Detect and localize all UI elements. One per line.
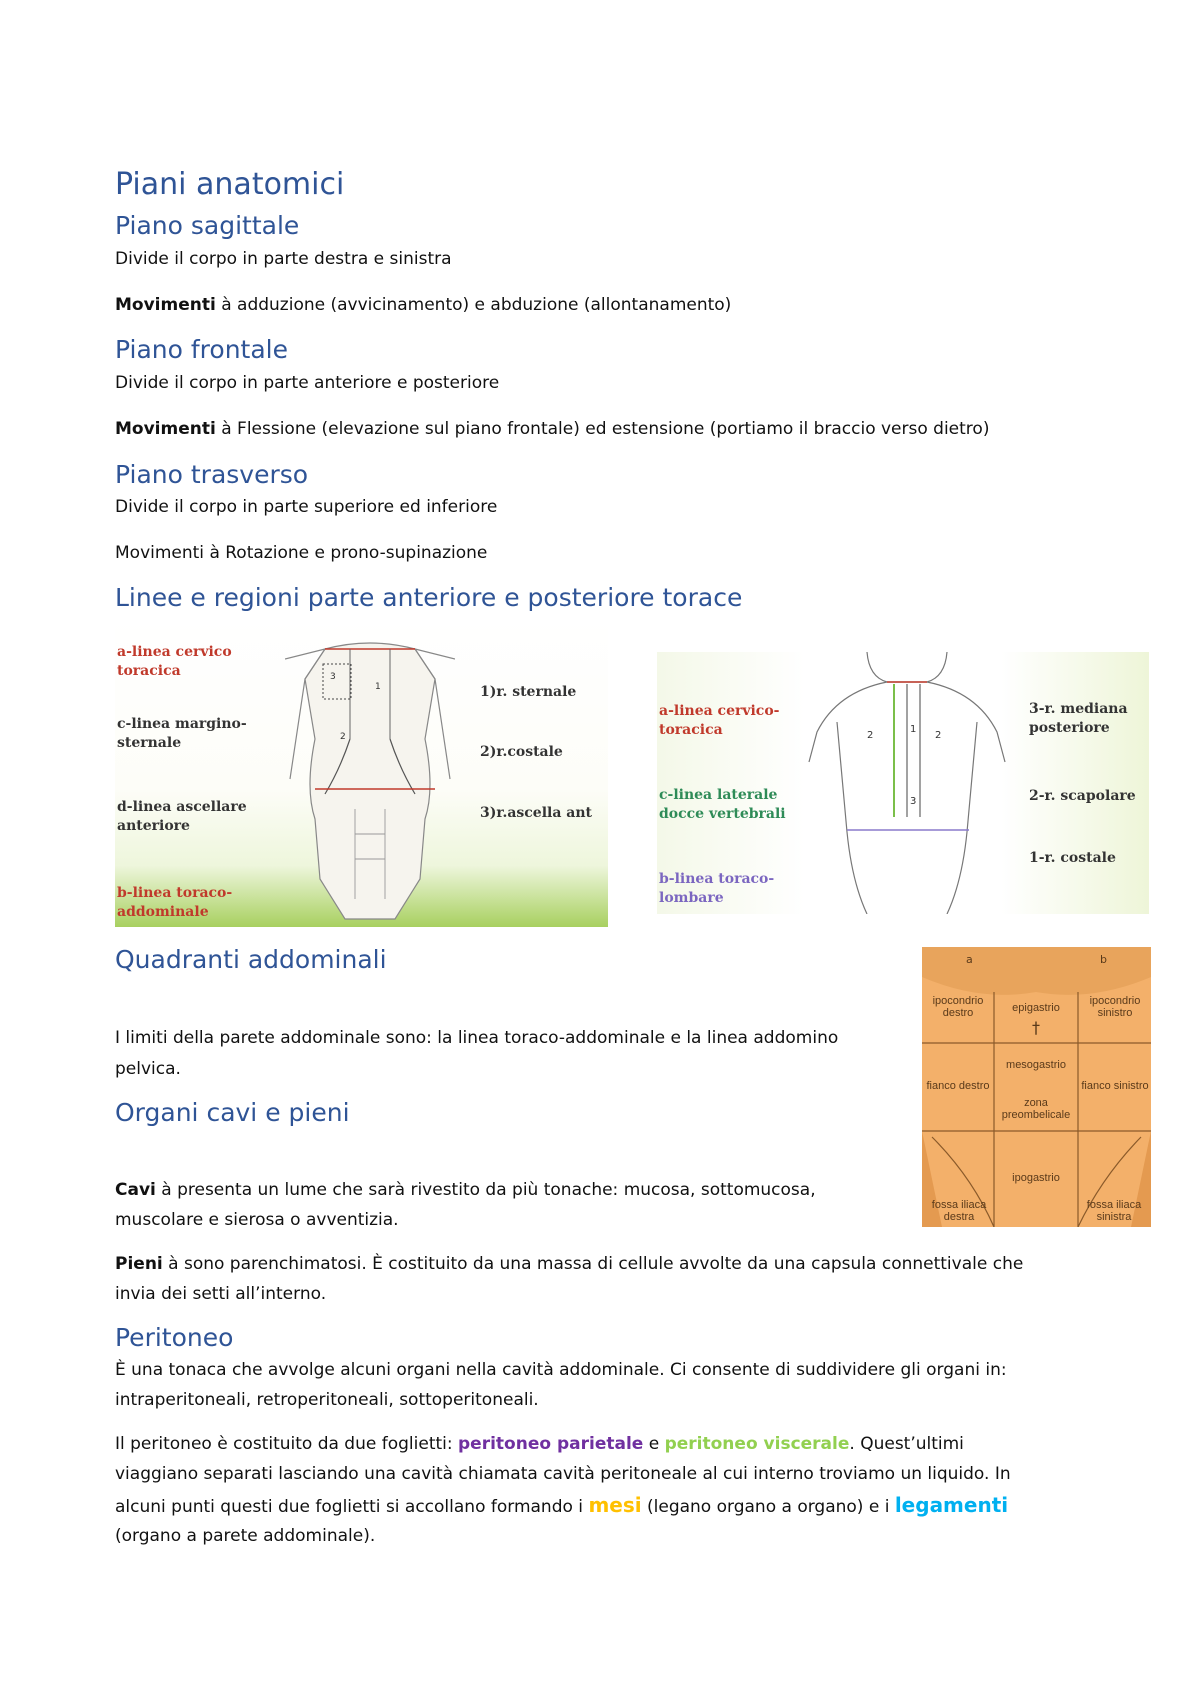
mov-text: à Flessione (elevazione sul piano frontale) ed estensione (portiamo il braccio verso dietro) [215,419,990,439]
term-peritoneo-parietale: peritoneo parietale [458,1434,644,1454]
quadrant-fossa-iliaca-destra: fossa iliaca destra [931,1199,987,1223]
heading-linee-regioni: Linee e regioni parte anteriore e posteriore torace [115,583,743,612]
term-mesi: mesi [588,1493,642,1517]
trasverso-desc: Divide il corpo in parte superiore ed inferiore [115,497,498,517]
pieni-line-1 [115,1249,1023,1280]
quadranti-text-2: pelvica. [115,1059,181,1079]
frontale-desc: Divide il corpo in parte anteriore e posteriore [115,373,500,393]
quadrant-fossa-iliaca-sinistra: fossa iliaca sinistra [1086,1199,1142,1223]
torso-anterior-drawing [285,619,455,927]
quadrant-ipocondrio-destro: ipocondrio destro [932,995,984,1019]
term-legamenti: legamenti [894,1493,1009,1517]
fig2-region-1: 1-r. costale [1029,850,1116,866]
page-title: Piani anatomici [115,167,345,202]
mov-label: Movimenti [115,419,216,439]
fig1-label-d2: anteriore [117,818,190,834]
quadrant-epigastrio: epigastrio [1012,1002,1060,1014]
cavi-line-1 [115,1175,816,1206]
heading-piano-trasverso: Piano trasverso [115,460,309,489]
quadrant-zona-preombelicale: zona preombelicale [1001,1097,1071,1121]
p2-pre: Il peritoneo è costituito da due foglietti: [115,1434,459,1454]
fig1-label-b1: b-linea toraco- [117,885,233,901]
fig1-label-b2: addominale [117,904,209,920]
heading-piano-sagittale: Piano sagittale [115,211,300,240]
fig1-region-3: 3)r.ascella ant [480,805,593,821]
cavi-text-1: à presenta un lume che sarà rivestito da più tonache: mucosa, sottomucosa, [155,1180,816,1200]
svg-text:†: † [1032,1018,1040,1037]
fig1-label-c2: sternale [117,735,182,751]
figure-torace-anteriore [115,619,608,927]
fig2-label-c2: docce vertebrali [659,806,786,822]
fig1-label-d1: d-linea ascellare [117,799,247,815]
mov-label: Movimenti [115,295,216,315]
fig1-label-a2: toracica [117,663,181,679]
fig2-region-3b: posteriore [1029,720,1110,736]
svg-text:b: b [1100,953,1107,966]
svg-text:2: 2 [935,730,942,741]
fig1-region-2: 2)r.costale [480,744,563,760]
quadrant-ipogastrio: ipogastrio [1012,1172,1060,1184]
svg-text:1: 1 [910,724,917,735]
p2-post: . Quest’ultimi [849,1434,964,1454]
figure-torace-posteriore [657,652,1149,914]
fig2-label-a1: a-linea cervico- [659,703,780,719]
quadrant-mesogastrio: mesogastrio [1006,1059,1066,1071]
cavi-label: Cavi [115,1180,156,1200]
peritoneo-p1-line-1: È una tonaca che avvolge alcuni organi nella cavità addominale. Ci consente di suddividere gli organi in: [115,1360,1007,1380]
fig2-region-2: 2-r. scapolare [1029,788,1136,804]
quadranti-text-1: I limiti della parete addominale sono: la linea toraco-addominale e la linea addomino [115,1028,839,1048]
pieni-label: Pieni [115,1254,163,1274]
fig2-region-3a: 3-r. mediana [1029,701,1128,717]
frontale-movimenti [115,414,989,445]
mov-text: à adduzione (avvicinamento) e abduzione (allontanamento) [215,295,732,315]
heading-piano-frontale: Piano frontale [115,335,288,364]
quadrant-fianco-destro: fianco destro [926,1080,990,1092]
peritoneo-p2-line-3 [115,1490,1008,1523]
quadrant-fianco-sinistro: fianco sinistro [1081,1080,1149,1092]
svg-text:1: 1 [375,682,381,692]
cavi-line-2: muscolare e sierosa o avventizia. [115,1210,399,1230]
p2c-pre: alcuni punti questi due foglietti si accollano formando i [115,1497,589,1517]
term-peritoneo-viscerale: peritoneo viscerale [664,1434,850,1454]
fig2-label-b2: lombare [659,890,724,906]
heading-peritoneo: Peritoneo [115,1323,234,1352]
svg-text:3: 3 [330,672,336,682]
quadrant-ipocondrio-sinistro: ipocondrio sinistro [1089,995,1141,1019]
fig2-label-a2: toracica [659,722,723,738]
p2-mid: e [643,1434,665,1454]
svg-text:3: 3 [910,796,917,807]
fig2-label-c1: c-linea laterale [659,787,778,803]
fig1-label-a1: a-linea cervico [117,644,232,660]
torso-posterior-drawing [807,652,1007,914]
svg-text:a: a [966,953,973,966]
heading-organi: Organi cavi e pieni [115,1098,350,1127]
sagittale-movimenti [115,290,731,321]
fig1-region-1: 1)r. sternale [480,684,577,700]
svg-text:2: 2 [867,730,874,741]
peritoneo-p1-line-2: intraperitoneali, retroperitoneali, sottoperitoneali. [115,1390,539,1410]
sagittale-desc: Divide il corpo in parte destra e sinistra [115,249,452,269]
p2c-mid: (legano organo a organo) e i [641,1497,895,1517]
pieni-text-1: à sono parenchimatosi. È costituito da una massa di cellule avvolte da una capsula connettivale che [162,1254,1024,1274]
fig1-label-c1: c-linea margino- [117,716,247,732]
trasverso-movimenti: Movimenti à Rotazione e prono-supinazione [115,543,488,563]
figure-quadranti-addominali [922,947,1151,1227]
peritoneo-p2-line-4: (organo a parete addominale). [115,1526,376,1546]
pieni-line-2: invia dei setti all’interno. [115,1284,327,1304]
svg-text:2: 2 [340,732,346,742]
peritoneo-p2-line-2: viaggiano separati lasciando una cavità chiamata cavità peritoneale al cui interno troviamo un liquido. In [115,1464,1011,1484]
fig2-label-b1: b-linea toraco- [659,871,775,887]
heading-quadranti: Quadranti addominali [115,945,387,974]
peritoneo-p2-line-1 [115,1429,964,1460]
